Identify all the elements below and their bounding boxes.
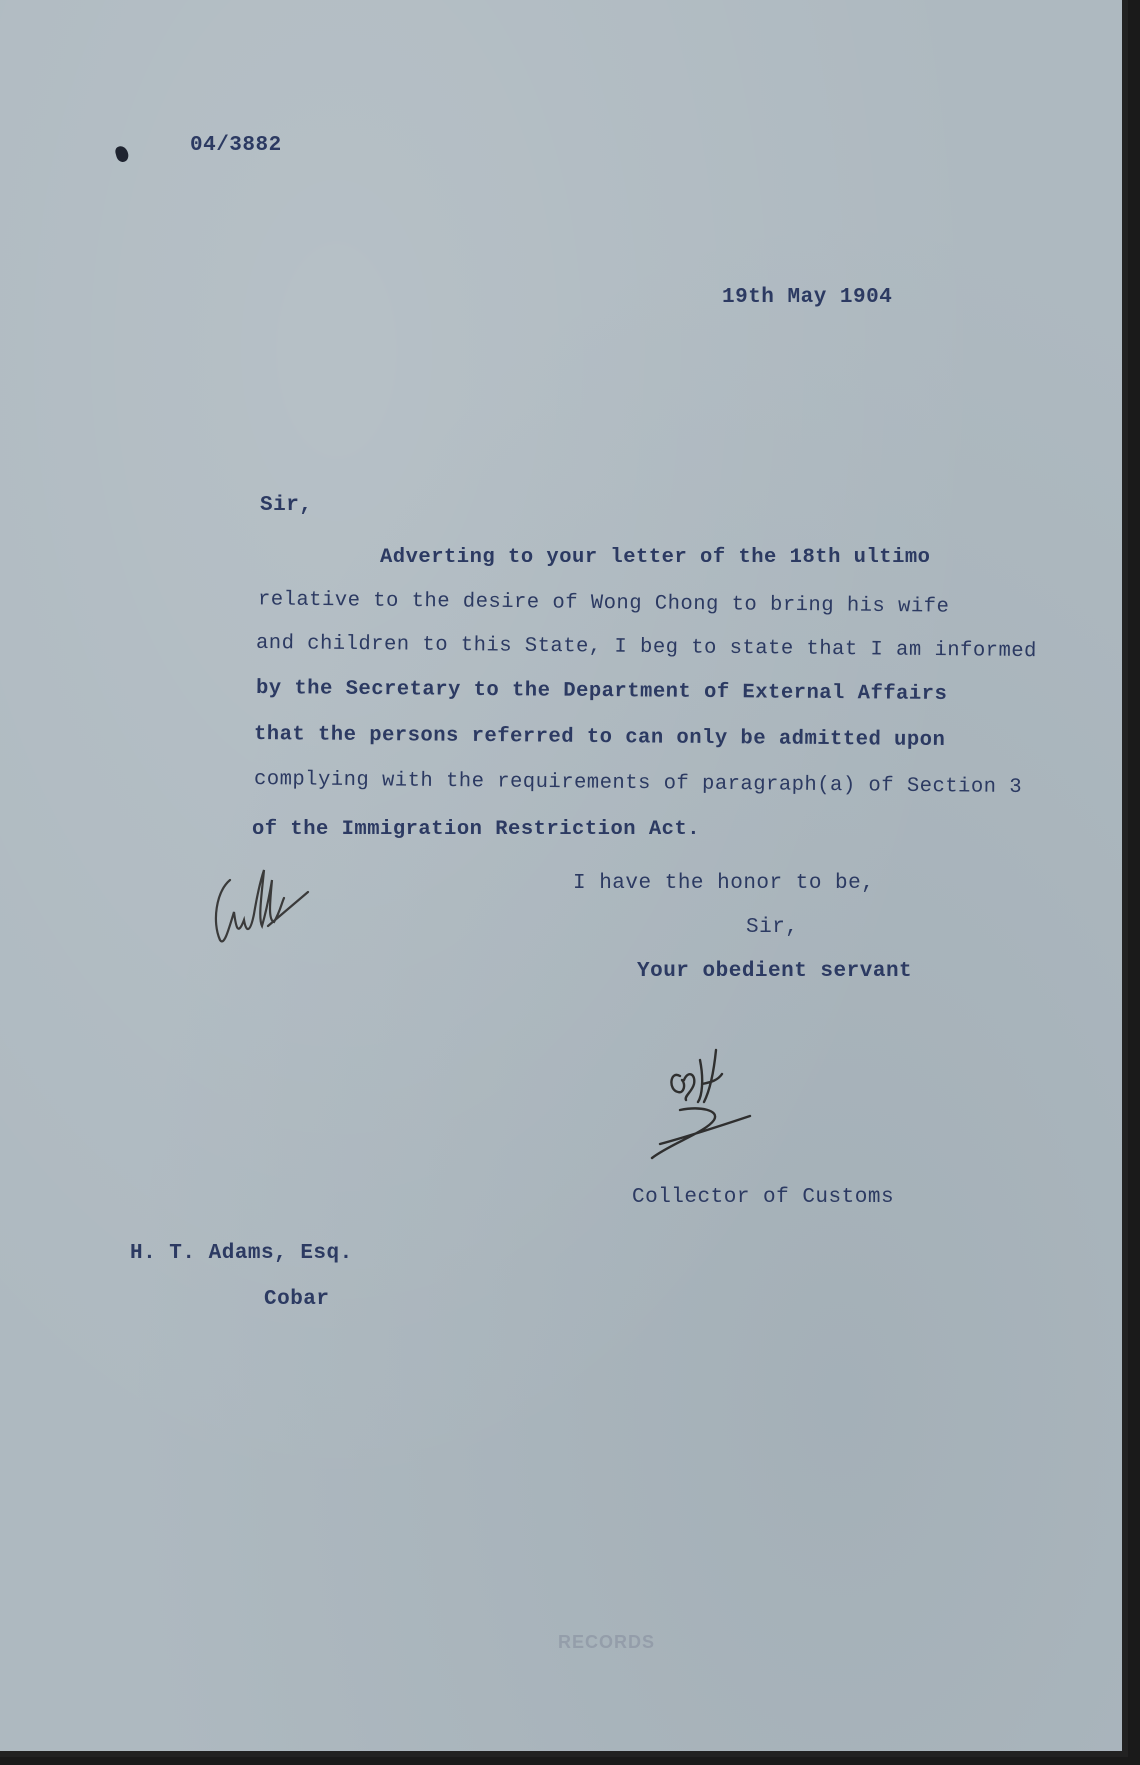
handwritten-initials-icon: [208, 862, 318, 952]
file-reference: 04/3882: [190, 134, 282, 157]
body-line-4: by the Secretary to the Department of External Affairs: [255, 676, 948, 707]
closing-line-3: Your obedient servant: [637, 960, 913, 983]
ink-blot-mark: [114, 145, 130, 164]
records-stamp: RECORDS: [558, 1632, 656, 1652]
closing-line-1: I have the honor to be,: [573, 872, 875, 895]
addressee-place: Cobar: [264, 1288, 330, 1311]
handwritten-signature-icon: [640, 1040, 760, 1170]
closing-line-2: Sir,: [746, 916, 799, 939]
addressee-name: H. T. Adams, Esq.: [130, 1242, 353, 1265]
body-line-6: complying with the requirements of paragraph(a) of Section 3: [253, 767, 1023, 800]
signatory-title: Collector of Customs: [632, 1186, 895, 1209]
letter-date: 19th May 1904: [722, 286, 893, 309]
body-line-2: relative to the desire of Wong Chong to bring his wife: [257, 588, 950, 619]
body-line-5: that the persons referred to can only be admitted upon: [253, 722, 946, 753]
body-line-3: and children to this State, I beg to state that I am informed: [255, 631, 1038, 664]
salutation: Sir,: [260, 494, 313, 517]
body-line-7: of the Immigration Restriction Act.: [252, 818, 701, 841]
body-line-1: Adverting to your letter of the 18th ultimo: [380, 546, 931, 569]
